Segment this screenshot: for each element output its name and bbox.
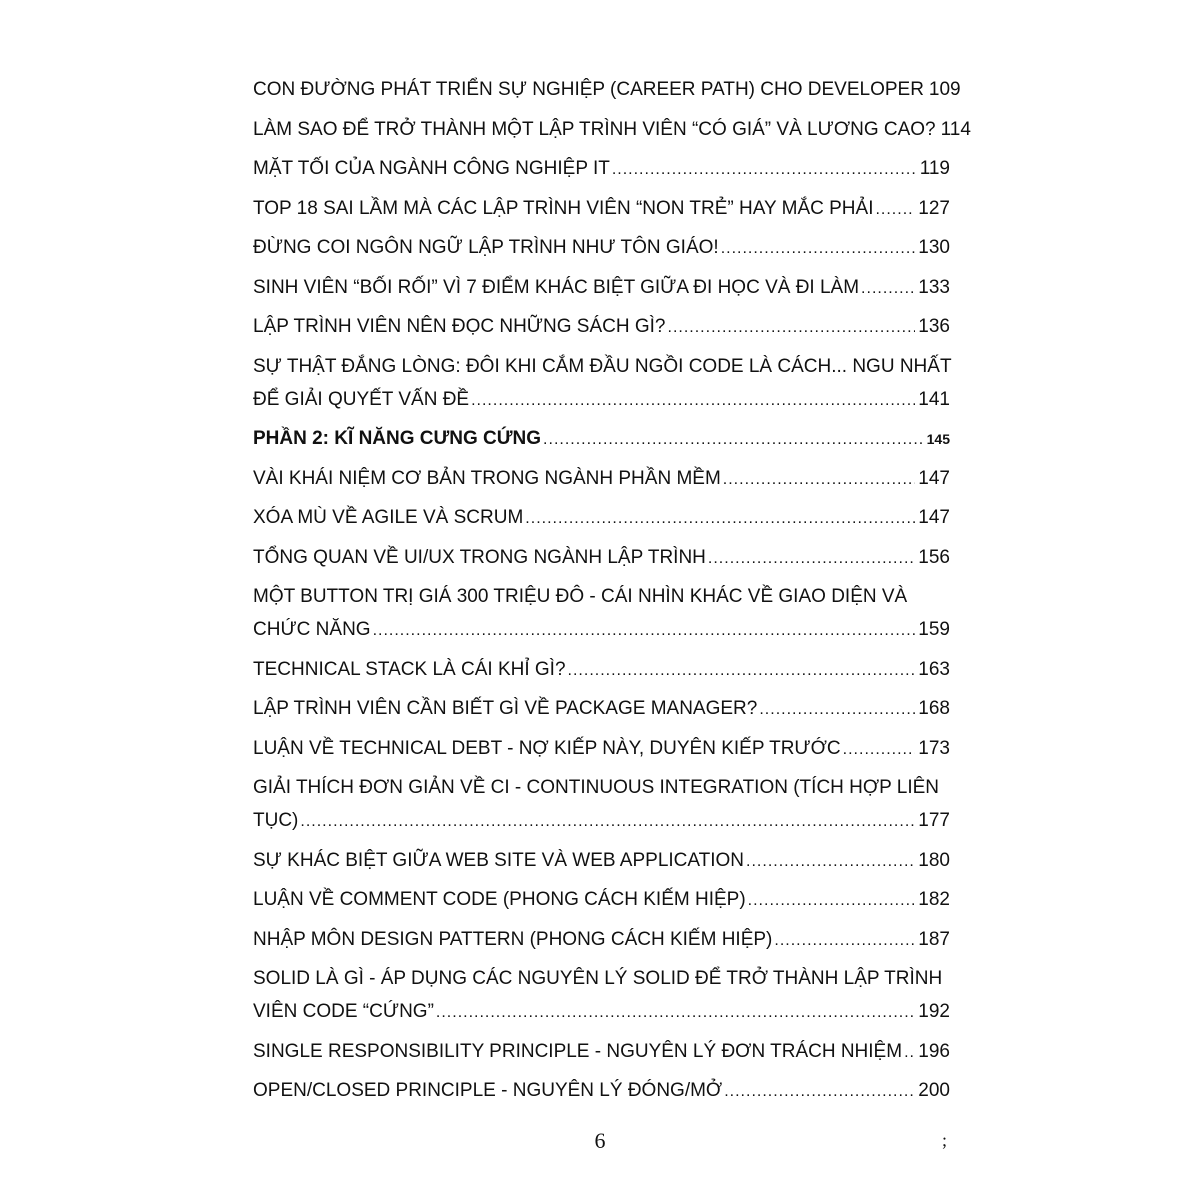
dot-leader — [373, 614, 916, 647]
toc-entry-page-number: 147 — [918, 467, 950, 489]
toc-entry-page-number: 168 — [918, 698, 950, 719]
toc-entry-title: LUẬN VỀ TECHNICAL DEBT - NỢ KIẾP NÀY, DUYÊN KIẾP TRƯỚC — [253, 737, 841, 759]
toc-entry-page-number: 180 — [918, 849, 950, 871]
toc-entry-row — [253, 1074, 950, 1107]
toc-entry-row — [253, 923, 950, 956]
toc-entry-title: CON ĐƯỜNG PHÁT TRIỂN SỰ NGHIỆP (CAREER PATH) CHO DEVELOPER — [253, 79, 924, 100]
toc-entry-title: TOP 18 SAI LẦM MÀ CÁC LẬP TRÌNH VIÊN “NON TRẺ” HAY MẮC PHẢI — [253, 197, 874, 219]
toc-entry-row — [253, 995, 950, 1028]
toc-entry-page-number: 127 — [918, 197, 950, 219]
toc-entry-title-line: GIẢI THÍCH ĐƠN GIẢN VỀ CI - CONTINUOUS INTEGRATION (TÍCH HỢP LIÊN — [253, 777, 940, 798]
toc-entry-page-number: 177 — [918, 810, 950, 831]
toc-entry-page-number: 130 — [918, 237, 950, 258]
toc-entry-title: TECHNICAL STACK LÀ CÁI KHỈ GÌ? — [253, 658, 566, 680]
toc-entry-row — [253, 653, 950, 686]
toc-entry-title: PHẦN 2: KĨ NĂNG CƯNG CỨNG — [253, 428, 542, 449]
toc-entry-row — [253, 113, 971, 146]
page-number: 6 — [594, 1128, 606, 1153]
toc-entry-page-number: 136 — [918, 316, 950, 337]
dot-leader — [904, 1036, 915, 1069]
dot-leader — [525, 502, 915, 535]
dot-leader — [436, 996, 915, 1029]
dot-leader — [724, 1075, 915, 1108]
toc-entry-title: LẬP TRÌNH VIÊN NÊN ĐỌC NHỮNG SÁCH GÌ? — [253, 316, 666, 337]
toc-entry-page-number: 187 — [918, 928, 950, 950]
toc-entry-title: SINGLE RESPONSIBILITY PRINCIPLE - NGUYÊN LÝ ĐƠN TRÁCH NHIỆM — [253, 1040, 903, 1062]
dot-leader — [774, 924, 915, 957]
toc-entry-row — [253, 422, 950, 455]
toc-entry-page-number: 196 — [918, 1040, 950, 1062]
toc-entry-page-number: 119 — [919, 158, 950, 179]
toc-entry-row — [253, 383, 950, 416]
toc-entry-title: VIÊN CODE “CỨNG” — [253, 1001, 434, 1022]
toc-entry — [253, 692, 950, 725]
dot-leader — [300, 805, 915, 838]
toc-entry-page-number: 192 — [918, 1001, 950, 1022]
toc-entry-row — [253, 192, 950, 225]
dot-leader — [708, 542, 915, 575]
toc-entry-page-number: 114 — [940, 118, 971, 140]
toc-entry-row — [253, 541, 950, 574]
toc-entry-row — [253, 883, 950, 916]
toc-entry-row — [253, 73, 961, 106]
toc-entry-title: LẬP TRÌNH VIÊN CẦN BIẾT GÌ VỀ PACKAGE MANAGER? — [253, 698, 758, 719]
toc-section-heading — [253, 422, 950, 455]
toc-entry — [253, 732, 950, 765]
toc-entry — [253, 152, 950, 185]
dot-leader — [746, 845, 915, 878]
toc-entry — [253, 73, 961, 106]
toc-entry — [253, 771, 950, 837]
toc-entry — [253, 462, 950, 495]
toc-entry-page-number: 133 — [918, 276, 950, 298]
dot-leader — [721, 232, 916, 265]
toc-entry — [253, 883, 950, 916]
toc-entry-title: VÀI KHÁI NIỆM CƠ BẢN TRONG NGÀNH PHẦN MỀM — [253, 467, 721, 489]
toc-entry-page-number: 163 — [918, 658, 950, 680]
toc-entry — [253, 962, 950, 1028]
dot-leader — [568, 654, 916, 687]
toc-entry — [253, 1074, 950, 1107]
toc-entry — [253, 1035, 950, 1068]
toc-entry — [253, 350, 950, 416]
toc-entry-page-number: 200 — [918, 1080, 950, 1101]
toc-entry-page-number: 145 — [926, 431, 950, 447]
dot-leader — [471, 384, 915, 417]
dot-leader — [748, 884, 916, 917]
toc-entry-row — [253, 804, 950, 837]
toc-entry — [253, 653, 950, 686]
toc-entry-page-number: 182 — [918, 889, 950, 910]
toc-entry-title: LÀM SAO ĐỂ TRỞ THÀNH MỘT LẬP TRÌNH VIÊN “CÓ GIÁ” VÀ LƯƠNG CAO? — [253, 118, 936, 140]
toc-entry-row — [253, 844, 950, 877]
toc-entry-row — [253, 501, 950, 534]
toc-entry-row — [253, 310, 950, 343]
toc-entry-title: MẶT TỐI CỦA NGÀNH CÔNG NGHIỆP IT — [253, 158, 610, 179]
dot-leader — [843, 733, 916, 766]
toc-entry — [253, 844, 950, 877]
toc-entry — [253, 541, 950, 574]
dot-leader — [543, 423, 924, 456]
toc-entry-title: ĐỪNG COI NGÔN NGỮ LẬP TRÌNH NHƯ TÔN GIÁO! — [253, 237, 719, 258]
dot-leader — [759, 693, 915, 726]
toc-entry-row — [253, 231, 950, 264]
toc-entry-title-line: SỰ THẬT ĐẮNG LÒNG: ĐÔI KHI CẮM ĐẦU NGỒI CODE LÀ CÁCH... NGU NHẤT — [253, 355, 952, 377]
toc-entry — [253, 271, 950, 304]
toc-entry-page-number: 156 — [918, 546, 950, 568]
toc-entry-title: SỰ KHÁC BIỆT GIỮA WEB SITE VÀ WEB APPLICATION — [253, 849, 745, 871]
toc-entry-page-number: 147 — [918, 507, 950, 528]
toc-entry — [253, 192, 950, 225]
toc-entry-title: XÓA MÙ VỀ AGILE VÀ SCRUM — [253, 507, 524, 528]
dot-leader — [668, 311, 916, 344]
toc-entry-page-number: 159 — [918, 619, 950, 640]
dot-leader — [612, 153, 917, 186]
toc-entry-page-number: 173 — [918, 737, 950, 759]
toc-entry-title-line: MỘT BUTTON TRỊ GIÁ 300 TRIỆU ĐÔ - CÁI NHÌN KHÁC VỀ GIAO DIỆN VÀ — [253, 586, 908, 607]
toc-entry — [253, 231, 950, 264]
corner-mark: ; — [942, 1130, 948, 1150]
toc-entry-title: ĐỂ GIẢI QUYẾT VẤN ĐỀ — [253, 388, 470, 410]
toc-entry-title-line: SOLID LÀ GÌ - ÁP DỤNG CÁC NGUYÊN LÝ SOLID ĐỂ TRỞ THÀNH LẬP TRÌNH — [253, 968, 943, 989]
toc-entry-page-number: 109 — [928, 79, 961, 100]
toc-entry-title: CHỨC NĂNG — [253, 619, 371, 640]
toc-entry-row — [253, 152, 950, 185]
toc-entry-title: SINH VIÊN “BỐI RỐI” VÌ 7 ĐIỂM KHÁC BIỆT GIỮA ĐI HỌC VÀ ĐI LÀM — [253, 276, 860, 298]
toc-entry-title: TỤC) — [253, 810, 299, 831]
toc-entry — [253, 923, 950, 956]
toc-entry-title: OPEN/CLOSED PRINCIPLE - NGUYÊN LÝ ĐÓNG/MỞ — [253, 1080, 723, 1101]
table-of-contents — [253, 73, 971, 1114]
toc-entry-row — [253, 1035, 950, 1068]
toc-entry — [253, 113, 971, 146]
toc-entry — [253, 310, 950, 343]
toc-entry-title: LUẬN VỀ COMMENT CODE (PHONG CÁCH KIẾM HIỆP) — [253, 889, 746, 910]
toc-entry-row — [253, 692, 950, 725]
dot-leader — [861, 272, 915, 305]
toc-entry-row — [253, 732, 950, 765]
toc-entry-row — [253, 462, 950, 495]
toc-entry-title: TỔNG QUAN VỀ UI/UX TRONG NGÀNH LẬP TRÌNH — [253, 546, 706, 568]
toc-entry — [253, 501, 950, 534]
toc-entry-page-number: 141 — [918, 388, 950, 410]
dot-leader — [723, 463, 916, 496]
toc-entry-title: NHẬP MÔN DESIGN PATTERN (PHONG CÁCH KIẾM HIỆP) — [253, 928, 773, 950]
toc-entry — [253, 580, 950, 646]
dot-leader — [875, 193, 915, 226]
toc-entry-row — [253, 613, 950, 646]
toc-entry-row — [253, 271, 950, 304]
